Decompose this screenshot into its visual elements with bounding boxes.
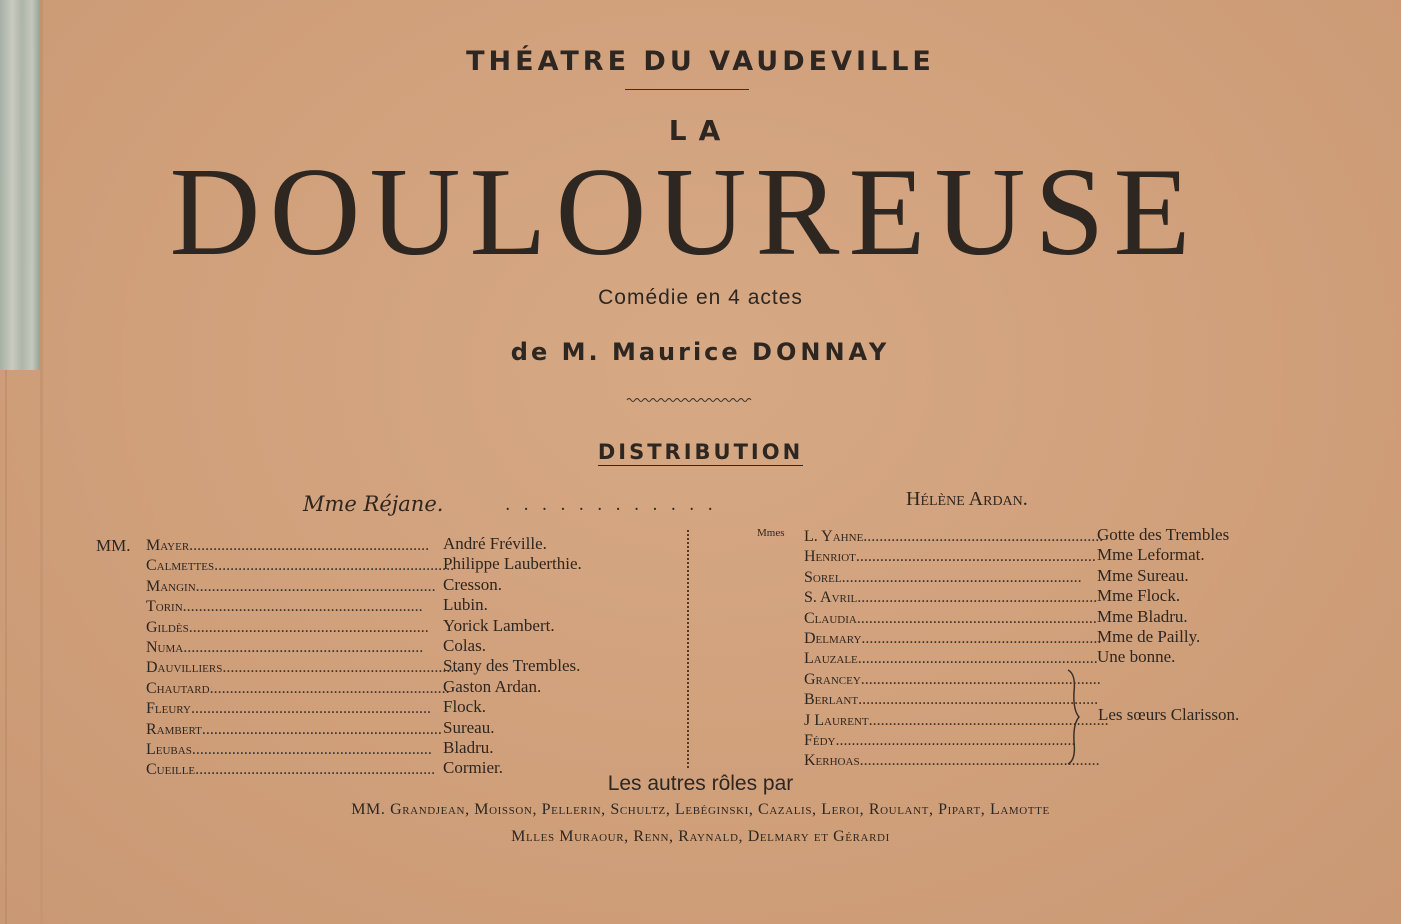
women-role: Gotte des Trembles (1097, 525, 1230, 544)
men-actor-name: Gildès (146, 618, 189, 636)
men-leader-dots: ............................................................ (182, 598, 423, 616)
women-actor-name: S. Avril (804, 589, 858, 607)
women-actor (804, 568, 1082, 587)
women-role: Une bonne. (1097, 647, 1176, 667)
men-actor-name: Calmettes (146, 557, 215, 575)
women-leader-dots: ............................................................ (855, 548, 1096, 566)
men-actor (146, 679, 450, 698)
play-genre: Comédie en 4 actes (598, 286, 803, 309)
women-leader-dots: ............................................................ (841, 568, 1082, 586)
men-actor (146, 577, 436, 596)
men-actor (146, 618, 429, 637)
men-actor-name: Mayer (146, 537, 190, 554)
women-actor-name: Henriot (804, 548, 856, 566)
men-actor (146, 598, 423, 616)
men-actor-name: Dauvilliers (146, 659, 223, 677)
author-prefix: de M. Maurice (510, 338, 741, 366)
men-role: Cresson. (443, 574, 503, 594)
women-actor (804, 609, 1097, 628)
men-actor (146, 720, 442, 739)
men-leader-dots: ............................................................ (201, 720, 442, 738)
women-actor-name: Fédy (804, 732, 836, 749)
women-actor (804, 752, 1100, 770)
theatre-name: THÉATRE DU VAUDEVILLE (466, 46, 935, 77)
men-role: André Fréville. (443, 534, 547, 553)
men-leader-dots: ............................................................ (191, 741, 432, 758)
women-actor-name: L. Yahne (804, 528, 864, 545)
men-role: Sureau. (443, 717, 495, 737)
column-divider (687, 530, 689, 768)
lead-role: Hélène Ardan. (906, 488, 1028, 510)
men-actor (146, 741, 432, 759)
men-actor (146, 557, 455, 575)
men-role: Gaston Ardan. (443, 676, 542, 696)
women-leader-dots: ............................................................ (835, 732, 1076, 749)
play-title: DOULOUREUSE (169, 143, 1200, 282)
women-leader-dots: ............................................................ (861, 630, 1102, 647)
men-leader-dots: ............................................................ (183, 639, 424, 656)
women-role: Mme de Pailly. (1097, 627, 1201, 646)
men-role: Yorick Lambert. (443, 615, 555, 635)
women-actor-name: J Laurent (804, 711, 869, 729)
women-leader-dots: ............................................................ (860, 670, 1101, 688)
women-role: Mme Flock. (1097, 586, 1181, 606)
ornament-rule (627, 396, 753, 404)
women-actor-name: Grancey (804, 670, 861, 688)
women-actor-name: Claudia (804, 609, 857, 627)
women-actor-name: Delmary (804, 630, 862, 647)
other-roles-heading: Les autres rôles par (607, 772, 794, 795)
men-actor-name: Torin (146, 598, 183, 616)
men-leader-dots: ............................................................ (190, 700, 431, 718)
men-leader-dots: ............................................................ (188, 618, 429, 636)
women-actor (804, 548, 1096, 566)
men-actor (146, 537, 430, 555)
women-actor-name: Kerhoas (804, 752, 860, 770)
men-leader-dots: ............................................................ (214, 557, 455, 575)
lead-actor: Mme Réjane. (303, 492, 444, 516)
lead-leader-dots: ............ (505, 495, 726, 515)
men-role: Colas. (443, 636, 486, 655)
group-role: Les sœurs Clarisson. (1098, 705, 1240, 724)
women-actor-name: Lauzale (804, 650, 858, 668)
women-actor-name: Sorel (804, 568, 842, 586)
men-leader-dots: ............................................................ (195, 761, 436, 779)
women-actor-name: Berlant (804, 691, 859, 709)
other-roles-women: Mlles Muraour, Renn, Raynald, Delmary et Gérardi (511, 828, 890, 845)
men-actor-name: Mangin (146, 577, 196, 595)
women-actor (804, 711, 1109, 730)
men-role: Flock. (443, 697, 486, 717)
men-role: Bladru. (443, 738, 494, 757)
men-actor (146, 700, 431, 718)
women-actor (804, 732, 1076, 750)
women-actor (804, 650, 1098, 668)
men-actor-name: Leubas (146, 741, 192, 758)
women-actor (804, 630, 1102, 648)
men-leader-dots: ............................................................ (222, 659, 463, 677)
men-leader-dots: ............................................................ (209, 679, 450, 697)
group-brace (1066, 668, 1080, 766)
women-actor (804, 528, 1104, 546)
men-role: Stany des Trembles. (443, 656, 581, 676)
men-actor-name: Cueille (146, 761, 196, 779)
women-leader-dots: ............................................................ (857, 650, 1098, 668)
men-actor-name: Chautard (146, 679, 210, 697)
men-actor (146, 659, 463, 677)
men-role: Cormier. (443, 758, 503, 778)
distribution-heading: DISTRIBUTION (597, 440, 804, 464)
men-actor-name: Fleury (146, 700, 191, 718)
women-leader-dots: ............................................................ (858, 691, 1099, 709)
other-roles-men: MM. Grandjean, Moisson, Pellerin, Schultz, Lebéginski, Cazalis, Leroi, Roulant, Pipart, Lamotte (351, 801, 1050, 818)
women-role: Mme Leformat. (1097, 545, 1205, 565)
women-actor (804, 670, 1101, 689)
men-actor-name: Rambert (146, 720, 202, 738)
men-actor (146, 639, 424, 657)
women-leader-dots: ............................................................ (859, 752, 1100, 770)
men-prefix: MM. (96, 536, 131, 555)
women-actor (804, 691, 1099, 709)
women-leader-dots: ............................................................ (863, 528, 1104, 545)
men-actor-name: Numa (146, 639, 184, 656)
women-actor (804, 589, 1098, 607)
author-line (0, 338, 1401, 366)
men-leader-dots: ............................................................ (189, 537, 430, 554)
women-role: Mme Sureau. (1097, 565, 1189, 585)
men-leader-dots: ............................................................ (195, 577, 436, 595)
title-article: LA (668, 114, 733, 147)
men-role: Philippe Lauberthie. (443, 554, 582, 574)
author-surname: DONNAY (752, 338, 891, 366)
women-leader-dots: ............................................................ (857, 589, 1098, 607)
women-role: Mme Bladru. (1097, 606, 1188, 626)
women-leader-dots: ............................................................ (868, 711, 1109, 729)
women-leader-dots: ............................................................ (856, 609, 1097, 627)
header-rule (625, 89, 749, 90)
men-role: Lubin. (443, 595, 488, 615)
women-prefix: Mmes (757, 527, 785, 539)
